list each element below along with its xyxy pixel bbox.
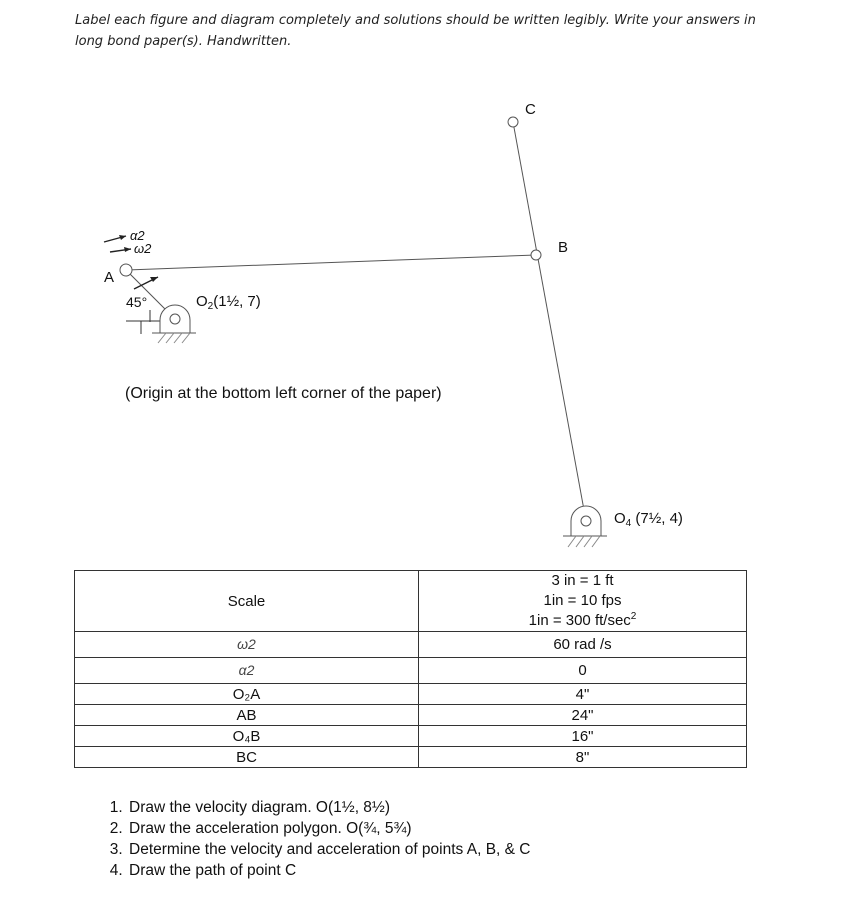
- table-row: [75, 632, 747, 658]
- ground-pivot-o4-icon: [563, 506, 607, 547]
- scale-value-1: 3 in = 1 ft: [551, 572, 614, 589]
- o2-label: $O_2(1\frac{1}{2}$, 7): [196, 293, 261, 312]
- label-a: A: [104, 269, 115, 286]
- scale-label: Scale: [75, 571, 419, 632]
- omega-value: 60 rad /s: [419, 632, 747, 658]
- omega-name: ω2: [75, 632, 419, 658]
- list-item: 1. Draw the velocity diagram. O(1½, 8½): [127, 797, 531, 818]
- angle-label: 45°: [126, 294, 148, 310]
- o4-label: $O_4$ (7½, 4): [614, 510, 683, 529]
- link-o4c: [513, 122, 586, 521]
- table-row: [75, 747, 747, 768]
- list-item: 3. Determine the velocity and acceleration of points A, B, & C: [127, 839, 531, 860]
- link-name: BC: [75, 747, 419, 768]
- alpha-name: α2: [75, 658, 419, 684]
- instructions-line-2: long bond paper(s). Handwritten.: [75, 34, 292, 49]
- alpha-label: α2: [130, 228, 145, 243]
- link-name: AB: [75, 705, 419, 726]
- table-row: [75, 658, 747, 684]
- origin-note: (Origin at the bottom left corner of the paper): [125, 385, 442, 402]
- list-item: 2. Draw the acceleration polygon. O(¾, 5¾): [127, 818, 531, 839]
- scale-value-3: 1in = 300 $ft/\sec^2$: [528, 611, 637, 629]
- table-row: [75, 571, 747, 632]
- ground-pivot-o2-icon: [152, 305, 196, 343]
- label-b: B: [558, 239, 569, 256]
- list-item: 4. Draw the path of point C: [127, 860, 531, 881]
- scale-value-2: 1in = 10 fps: [543, 592, 622, 609]
- link-value: 4": [419, 684, 747, 705]
- link-value: 16": [419, 726, 747, 747]
- angle-marker: [126, 310, 160, 334]
- joint-b: [531, 250, 541, 260]
- alpha-value: 0: [419, 658, 747, 684]
- scale-values: [419, 571, 747, 632]
- questions-list: [102, 797, 531, 881]
- link-ab: [126, 255, 536, 270]
- instructions-line-1: Label each figure and diagram completely and solutions should be written legibly. Write your answers in: [75, 13, 756, 28]
- link-value: 8": [419, 747, 747, 768]
- table-row: [75, 684, 747, 705]
- table-row: [75, 726, 747, 747]
- omega-label: ω2: [134, 241, 152, 256]
- link-value: 24": [419, 705, 747, 726]
- label-c: C: [525, 101, 536, 118]
- table-row: [75, 705, 747, 726]
- link-name: O₂A: [75, 684, 419, 705]
- joint-c: [508, 117, 518, 127]
- parameters-table: [74, 570, 747, 768]
- link-name: O₄B: [75, 726, 419, 747]
- joint-a: [120, 264, 132, 276]
